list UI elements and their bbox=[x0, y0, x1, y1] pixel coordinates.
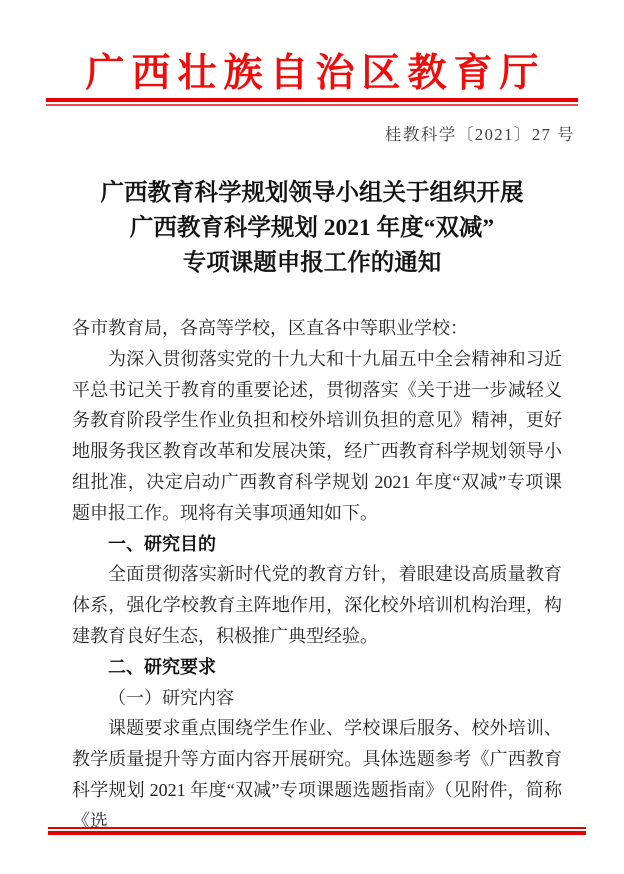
notice-title bbox=[0, 176, 624, 281]
section-2-subheading-1: （一）研究内容 bbox=[108, 687, 234, 708]
notice-title-line-1: 广西教育科学规划领导小组关于组织开展 bbox=[100, 180, 524, 206]
section-2-heading: 二、研究要求 bbox=[108, 656, 216, 677]
header-red-rule bbox=[46, 98, 578, 106]
section-1-heading: 一、研究目的 bbox=[108, 533, 216, 554]
document-body bbox=[72, 313, 562, 837]
intro-paragraph: 为深入贯彻落实党的十九大和十九届五中全会精神和习近平总书记关于教育的重要论述，贯彻落实《关于进一步减轻义务教育阶段学生作业负担和校外培训负担的意见》精神，更好地服务我区教育改革和发展决策，经广西教育科学规划领导小组批准，决定启动广西教育科学规划 2021 年度“双减”专项课题申报工作。现将有关事项通知如下。 bbox=[72, 348, 562, 523]
notice-title-line-2: 广西教育科学规划 2021 年度“双减” bbox=[129, 215, 495, 241]
section-2-paragraph: 课题要求重点围绕学生作业、学校课后服务、校外培训、教学质量提升等方面内容开展研究。具体选题参考《广西教育科学规划 2021 年度“双减”专项课题选题指南》（见附件，简称《选 bbox=[72, 718, 562, 831]
notice-title-line-3: 专项课题申报工作的通知 bbox=[182, 250, 442, 276]
section-1-paragraph: 全面贯彻落实新时代党的教育方针，着眼建设高质量教育体系，强化学校教育主阵地作用，深化校外培训机构治理，构建教育良好生态，积极推广典型经验。 bbox=[72, 564, 562, 646]
document-number: 桂教科学〔2021〕27 号 bbox=[384, 125, 575, 144]
footer-red-rule bbox=[48, 827, 586, 835]
issuing-agency-title: 广西壮族自治区教育厅 bbox=[85, 52, 546, 95]
salutation: 各市教育局，各高等学校，区直各中等职业学校： bbox=[72, 318, 468, 338]
